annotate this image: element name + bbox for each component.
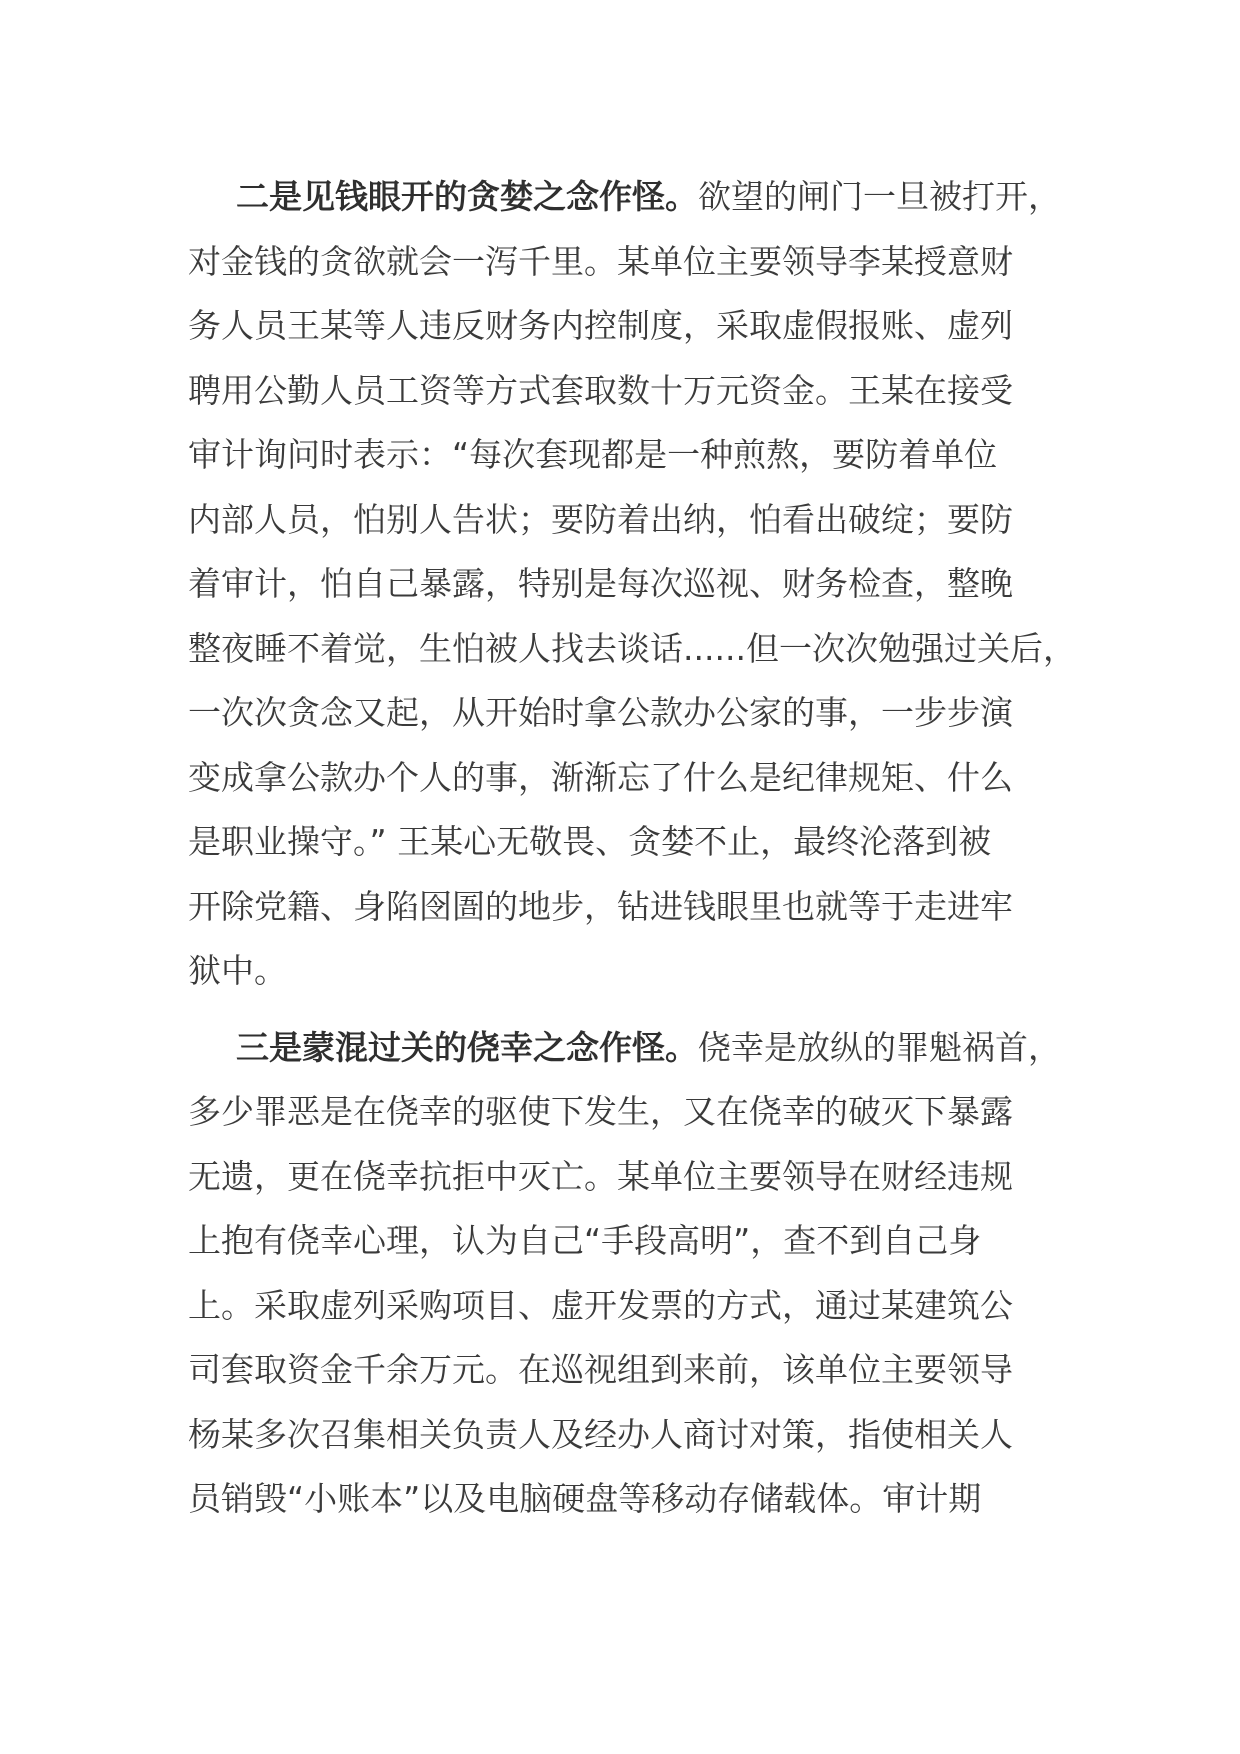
- body-text: [188, 165, 1088, 1532]
- paragraph-line: 内部人员，怕别人告状；要防着出纳，怕看出破绽；要防: [188, 499, 1013, 539]
- paragraph-line: 上。采取虚列采购项目、虚开发票的方式，通过某建筑公: [188, 1285, 1013, 1325]
- paragraph-line: 着审计，怕自己暴露，特别是每次巡视、财务检查，整晚: [188, 564, 1013, 603]
- paragraph-line: 变成拿公款办个人的事，渐渐忘了什么是纪律规矩、什么: [188, 757, 1013, 797]
- paragraph-line: 狱中。: [188, 951, 287, 990]
- paragraph-first-line: [188, 165, 1088, 230]
- paragraph-heading: 三是蒙混过关的侥幸之念作怪。: [236, 1027, 698, 1067]
- paragraph-line: 整夜睡不着觉，生怕被人找去谈话......但一次次勉强过关后，: [188, 628, 1076, 668]
- paragraph-line: 多少罪恶是在侥幸的驱使下发生，又在侥幸的破灭下暴露: [188, 1092, 1013, 1131]
- paragraph-line: 员销毁“小账本”以及电脑硬盘等移动存储载体。审计期: [188, 1479, 982, 1518]
- paragraph-first-line: [188, 1016, 1088, 1081]
- paragraph-text: 侥幸是放纵的罪魁祸首，: [698, 1027, 1061, 1067]
- paragraph-heading: 二是见钱眼开的贪婪之念作怪。: [236, 177, 698, 216]
- paragraph-line: 上抱有侥幸心理，认为自己“手段高明”，查不到自己身: [188, 1221, 982, 1260]
- paragraph-line: 对金钱的贪欲就会一泻千里。某单位主要领导李某授意财: [188, 241, 1013, 281]
- paragraph-3: [188, 1016, 1088, 1532]
- paragraph-line: 审计询问时表示：“每次套现都是一种煎熬，要防着单位: [188, 435, 998, 474]
- paragraph-line: 司套取资金千余万元。在巡视组到来前，该单位主要领导: [188, 1350, 1013, 1389]
- paragraph-spacer: [188, 1004, 1088, 1016]
- paragraph-line: 聘用公勤人员工资等方式套取数十万元资金。王某在接受: [188, 370, 1013, 410]
- paragraph-line: 无遗，更在侥幸抗拒中灭亡。某单位主要领导在财经违规: [188, 1156, 1013, 1196]
- paragraph-line: 是职业操守。” 王某心无敬畏、贪婪不止，最终沦落到被: [188, 822, 992, 861]
- paragraph-line: 杨某多次召集相关负责人及经办人商讨对策，指使相关人: [188, 1414, 1013, 1454]
- paragraph-2: [188, 165, 1088, 1004]
- paragraph-line: 开除党籍、身陷囹圄的地步，钻进钱眼里也就等于走进牢: [188, 886, 1013, 926]
- paragraph-line: 务人员王某等人违反财务内控制度，采取虚假报账、虚列: [188, 306, 1013, 345]
- paragraph-text: 欲望的闸门一旦被打开，: [698, 177, 1061, 216]
- paragraph-line: 一次次贪念又起，从开始时拿公款办公家的事，一步步演: [188, 693, 1013, 732]
